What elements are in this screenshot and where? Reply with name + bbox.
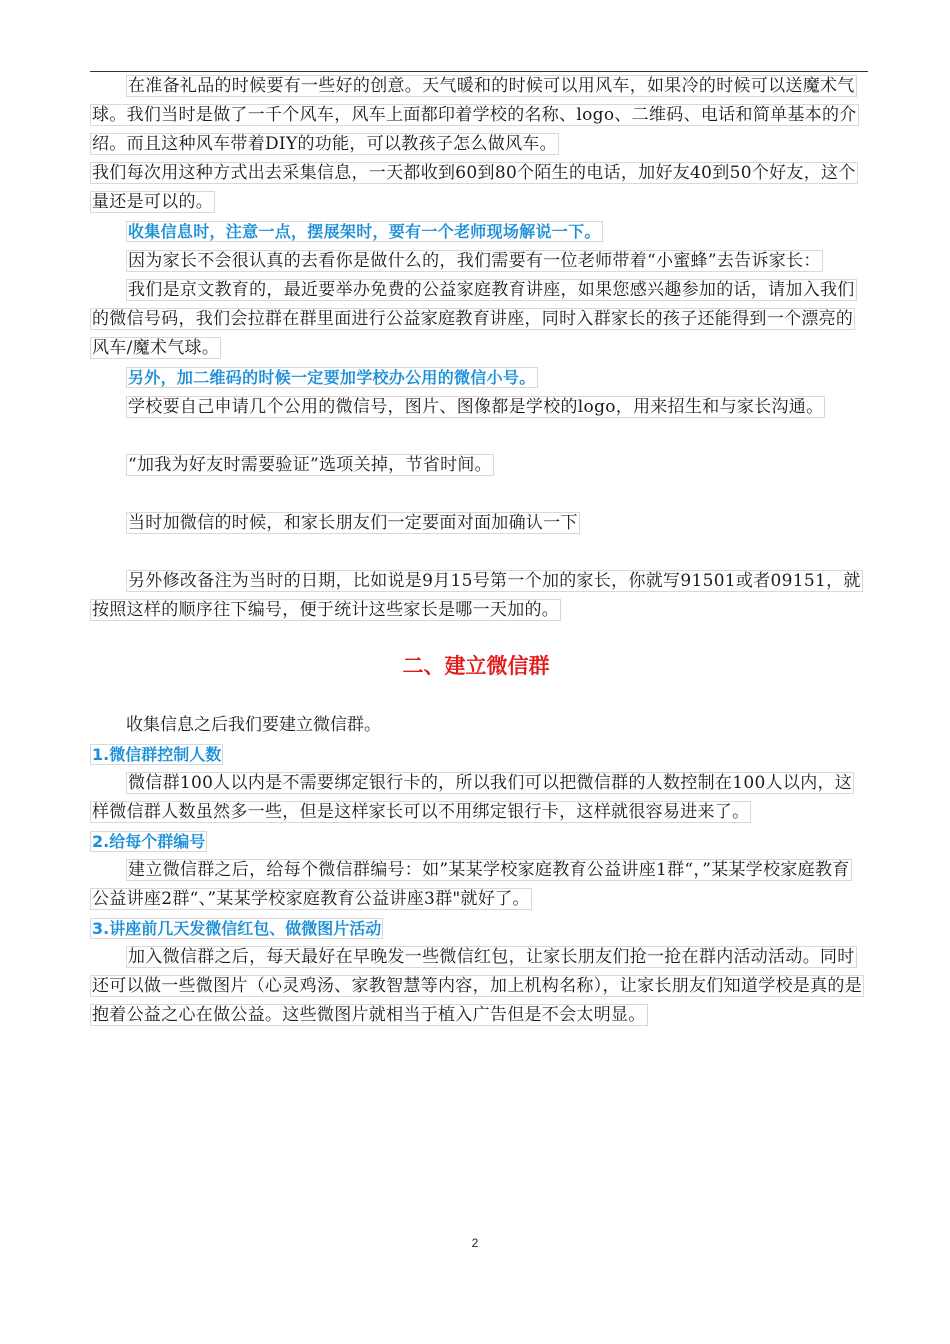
paragraph-group-size: 微信群100人以内是不需要绑定银行卡的，所以我们可以把微信群的人数控制在100人以内，这样微信群人数虽然多一些，但是这样家长可以不用绑定银行卡，这样就很容易进来了。 <box>92 773 853 822</box>
subheading-red-packets: 3.讲座前几天发微信红包、做微图片活动 <box>92 919 382 938</box>
section-intro: 收集信息之后我们要建立微信群。 <box>126 715 381 735</box>
paragraph-speech: 我们是京文教育的，最近要举办免费的公益家庭教育讲座，如果您感兴趣参加的话，请加入我们的微信号码，我们会拉群在群里面进行公益家庭教育讲座，同时入群家长的孩子还能得到一个漂亮的风车/魔术气球。 <box>92 280 855 358</box>
paragraph-verification: “加我为好友时需要验证”选项关掉，节省时间。 <box>128 455 492 475</box>
paragraph-public-accounts: 学校要自己申请几个公用的微信号，图片、图像都是学校的logo，用来招生和与家长沟通。 <box>128 397 824 417</box>
paragraph-red-packets: 加入微信群之后，每天最好在早晚发一些微信红包，让家长朋友们抢一抢在群内活动活动。同时还可以做一些微图片（心灵鸡汤、家教智慧等内容，加上机构名称），让家长朋友们知道学校是真的是抱着公益之心在做公益。这些微图片就相当于植入广告但是不会太明显。 <box>92 947 862 1025</box>
paragraph-face-to-face: 当时加微信的时候，和家长朋友们一定要面对面加确认一下 <box>128 513 578 533</box>
paragraph-remark-numbering: 另外修改备注为当时的日期，比如说是9月15号第一个加的家长，你就写91501或者09151，就按照这样的顺序往下编号，便于统计这些家长是哪一天加的。 <box>92 571 861 620</box>
subheading-group-numbering: 2.给每个群编号 <box>92 832 206 851</box>
paragraph-gift-ideas: 在准备礼品的时候要有一些好的创意。天气暖和的时候可以用风车，如果冷的时候可以送魔术气球。我们当时是做了一千个风车，风车上面都印着学校的名称、logo、二维码、电话和简单基本的介绍。而且这种风车带着DIY的功能，可以教孩子怎么做风车。 <box>92 76 857 154</box>
page-content <box>90 72 862 1030</box>
paragraph-group-numbering: 建立微信群之后，给每个微信群编号：如”某某学校家庭教育公益讲座1群“，”某某学校家庭教育公益讲座2群“、”某某学校家庭教育公益讲座3群"就好了。 <box>92 860 850 909</box>
paragraph-collect-results: 我们每次用这种方式出去采集信息，一天都收到60到80个陌生的电话，加好友40到50个好友，这个量还是可以的。 <box>92 163 856 212</box>
paragraph-highlight-teacher: 收集信息时，注意一点，摆展架时，要有一个老师现场解说一下。 <box>128 222 601 241</box>
paragraph-parents-reason: 因为家长不会很认真的去看你是做什么的，我们需要有一位老师带着“小蜜蜂”去告诉家长： <box>128 251 821 271</box>
paragraph-highlight-qrcode: 另外，加二维码的时候一定要加学校办公用的微信小号。 <box>128 368 536 387</box>
section-title: 二、建立微信群 <box>402 654 550 678</box>
page-number: 2 <box>471 1236 479 1250</box>
subheading-group-size: 1.微信群控制人数 <box>92 745 222 764</box>
